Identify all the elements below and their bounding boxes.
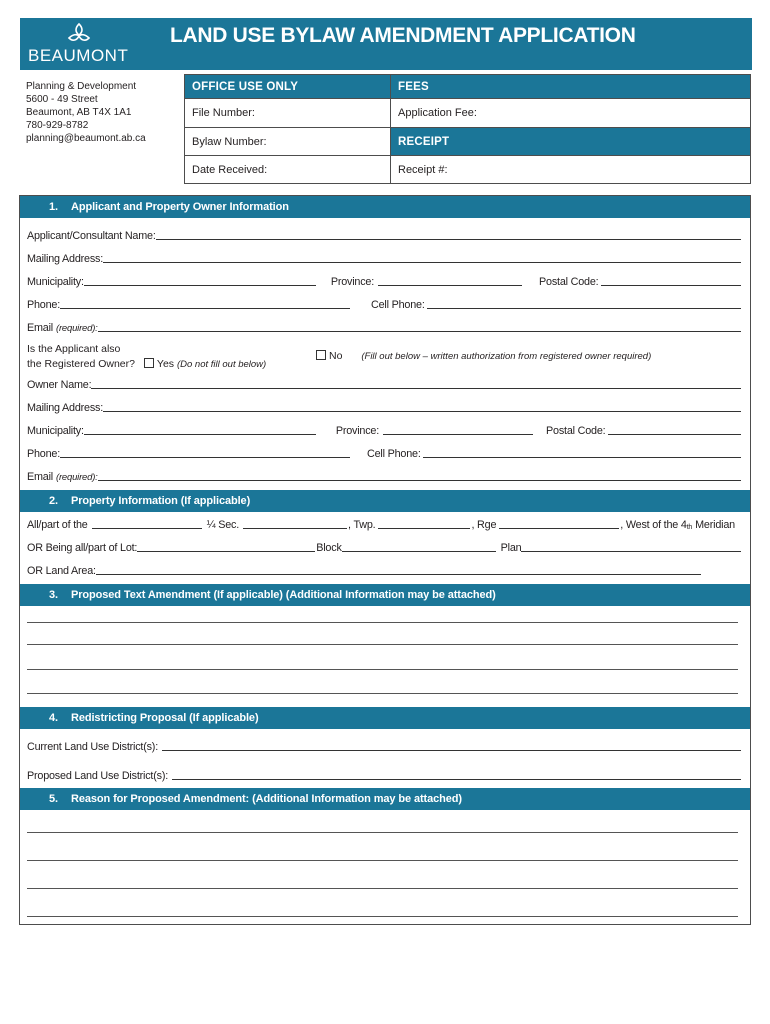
- owner-municipality-label: Municipality:: [27, 425, 84, 437]
- west-of-label: , West of the 4: [620, 519, 687, 531]
- owner-email-row: [27, 467, 742, 483]
- mailing-address-label: Mailing Address:: [27, 253, 104, 265]
- text-amendment-line[interactable]: [27, 622, 738, 623]
- contact-dept: Planning & Development: [26, 81, 137, 92]
- plan-label: Plan: [500, 542, 522, 554]
- contact-address1: 5600 - 49 Street: [26, 94, 98, 105]
- section-5-header: [20, 788, 750, 810]
- section-4-title: Redistricting Proposal (If applicable): [71, 712, 259, 724]
- no-checkbox[interactable]: [316, 350, 326, 360]
- proposed-district-row: [27, 766, 742, 782]
- lot-row: [27, 538, 742, 554]
- no-label: No: [329, 350, 343, 362]
- rge-label: , Rge: [471, 519, 497, 531]
- yes-checkbox[interactable]: [144, 358, 154, 368]
- fees-header: FEES: [391, 75, 750, 98]
- owner-cell-phone-field[interactable]: [423, 457, 741, 458]
- lot-field[interactable]: [137, 551, 315, 552]
- owner-province-label: Province:: [335, 425, 380, 437]
- owner-phone-row: [27, 444, 742, 460]
- all-part-field[interactable]: [92, 528, 202, 529]
- current-district-field[interactable]: [162, 750, 741, 751]
- text-amendment-line[interactable]: [27, 669, 738, 670]
- owner-municipality-row: [27, 421, 742, 437]
- owner-mailing-address-label: Mailing Address:: [27, 402, 104, 414]
- contact-phone: 780-929-8782: [26, 120, 89, 131]
- applicant-name-row: [27, 226, 742, 242]
- section-3-number: 3.: [49, 589, 58, 601]
- owner-email-label: Email: [27, 471, 53, 483]
- phone-field[interactable]: [60, 308, 350, 309]
- table-divider: [185, 127, 750, 128]
- beaumont-logo-icon: [66, 22, 92, 49]
- mailing-address-row: [27, 249, 742, 265]
- legal-description-row: [27, 515, 742, 531]
- twp-field[interactable]: [378, 528, 470, 529]
- owner-cell-phone-label: Cell Phone:: [367, 448, 421, 460]
- contact-address2: Beaumont, AB T4X 1A1: [26, 107, 132, 118]
- reason-line[interactable]: [27, 832, 738, 833]
- date-received-field[interactable]: Date Received:: [192, 163, 268, 176]
- contact-email[interactable]: planning@beaumont.ab.ca: [26, 133, 146, 144]
- owner-phone-field[interactable]: [60, 457, 350, 458]
- proposed-district-label: Proposed Land Use District(s):: [27, 770, 169, 782]
- land-area-row: [27, 561, 702, 577]
- owner-postal-code-label: Postal Code:: [546, 425, 606, 437]
- section-4-header: [20, 707, 750, 729]
- section-3-header: [20, 584, 750, 606]
- owner-name-row: [27, 375, 742, 391]
- owner-mailing-address-field[interactable]: [103, 411, 741, 412]
- owner-postal-code-field[interactable]: [608, 434, 741, 435]
- postal-code-field[interactable]: [601, 285, 741, 286]
- office-use-table: [184, 74, 751, 184]
- cell-phone-label: Cell Phone:: [371, 299, 425, 311]
- current-district-label: Current Land Use District(s):: [27, 741, 158, 753]
- municipality-label: Municipality:: [27, 276, 84, 288]
- registered-owner-question-line2: the Registered Owner?: [27, 358, 135, 370]
- lot-label: OR Being all/part of Lot:: [27, 542, 138, 554]
- email-label: Email: [27, 322, 53, 334]
- section-2-number: 2.: [49, 495, 58, 507]
- table-divider: [185, 98, 750, 99]
- quarter-sec-label: ¼ Sec.: [206, 519, 240, 531]
- section-3-title: Proposed Text Amendment (If applicable) (Additional Information may be attached): [71, 589, 496, 601]
- phone-row: [27, 295, 742, 311]
- municipality-row: [27, 272, 742, 288]
- section-5-title: Reason for Proposed Amendment: (Additional Information may be attached): [71, 793, 462, 805]
- registered-owner-question-line1: Is the Applicant also: [27, 343, 121, 355]
- province-field[interactable]: [378, 285, 522, 286]
- owner-email-required-label: (required):: [56, 472, 98, 483]
- office-use-header: OFFICE USE ONLY: [185, 75, 390, 98]
- twp-label: , Twp.: [348, 519, 376, 531]
- section-4-number: 4.: [49, 712, 58, 724]
- email-row: [27, 318, 742, 334]
- rge-field[interactable]: [499, 528, 619, 529]
- meridian-label: Meridian: [695, 519, 735, 531]
- no-note: (Fill out below – written authorization from registered owner required): [361, 351, 652, 362]
- reason-line[interactable]: [27, 916, 738, 917]
- email-field[interactable]: [98, 331, 741, 332]
- land-area-label: OR Land Area:: [27, 565, 96, 577]
- section-2-header: [20, 490, 750, 512]
- logo-text: BEAUMONT: [28, 46, 129, 65]
- owner-phone-label: Phone:: [27, 448, 61, 460]
- th-superscript: th: [686, 524, 693, 531]
- table-divider: [185, 155, 750, 156]
- owner-email-field[interactable]: [98, 480, 741, 481]
- reason-line[interactable]: [27, 860, 738, 861]
- no-option: [310, 350, 651, 362]
- application-fee-field[interactable]: Application Fee:: [398, 107, 477, 119]
- owner-municipality-field[interactable]: [84, 434, 316, 435]
- province-label: Province:: [330, 276, 375, 288]
- postal-code-label: Postal Code:: [539, 276, 599, 288]
- reason-line[interactable]: [27, 888, 738, 889]
- cell-phone-field[interactable]: [427, 308, 741, 309]
- land-area-field[interactable]: [96, 574, 701, 575]
- yes-label: Yes: [156, 358, 175, 370]
- all-part-label: All/part of the: [27, 519, 88, 531]
- registered-owner-question: [27, 342, 266, 372]
- application-form: [19, 195, 751, 925]
- phone-label: Phone:: [27, 299, 61, 311]
- owner-name-label: Owner Name:: [27, 379, 92, 391]
- plan-field[interactable]: [521, 551, 741, 552]
- bylaw-number-field[interactable]: Bylaw Number:: [192, 135, 267, 148]
- applicant-name-label: Applicant/Consultant Name:: [27, 230, 156, 242]
- current-district-row: [27, 737, 742, 753]
- applicant-name-field[interactable]: [156, 239, 741, 240]
- owner-province-field[interactable]: [383, 434, 533, 435]
- file-number-field[interactable]: File Number:: [192, 107, 255, 119]
- block-label: Block: [316, 542, 342, 554]
- page-title: LAND USE BYLAW AMENDMENT APPLICATION: [170, 24, 636, 47]
- section-1-number: 1.: [49, 201, 58, 213]
- section-1-header: [20, 196, 750, 218]
- section-2-title: Property Information (If applicable): [71, 495, 251, 507]
- email-required-label: (required):: [56, 323, 98, 334]
- receipt-number-field[interactable]: Receipt #:: [398, 163, 448, 176]
- quarter-sec-field[interactable]: [243, 528, 347, 529]
- table-divider: [390, 75, 391, 183]
- owner-mailing-address-row: [27, 398, 742, 414]
- section-5-number: 5.: [49, 793, 58, 805]
- proposed-district-field[interactable]: [172, 779, 741, 780]
- block-field[interactable]: [342, 551, 496, 552]
- mailing-address-field[interactable]: [103, 262, 741, 263]
- yes-note: (Do not fill out below): [176, 359, 267, 370]
- contact-block: [26, 80, 146, 145]
- owner-name-field[interactable]: [91, 388, 741, 389]
- section-1-title: Applicant and Property Owner Information: [71, 201, 289, 213]
- text-amendment-line[interactable]: [27, 693, 738, 694]
- municipality-field[interactable]: [84, 285, 316, 286]
- receipt-header: RECEIPT: [391, 128, 750, 155]
- text-amendment-line[interactable]: [27, 644, 738, 645]
